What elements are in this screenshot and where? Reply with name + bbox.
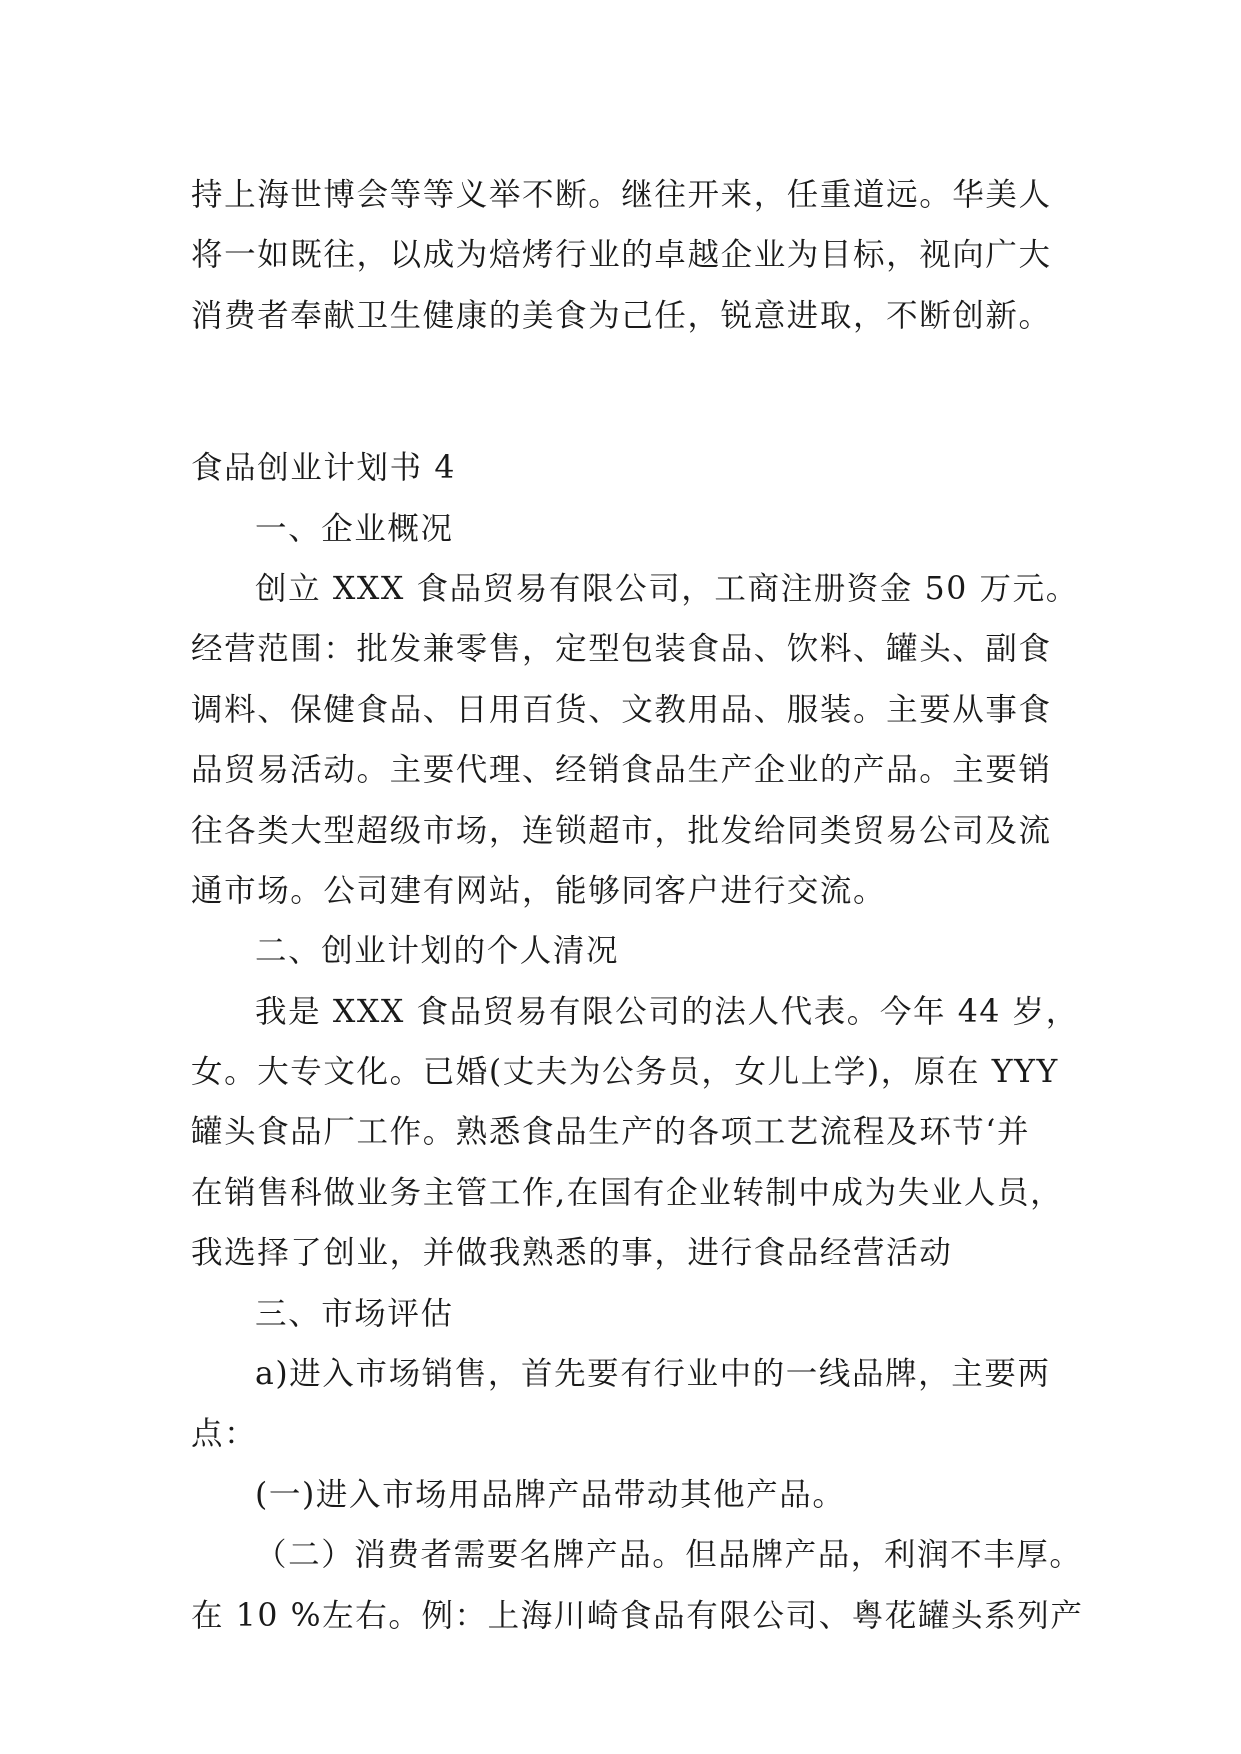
text-line: a)进入市场销售，首先要有行业中的一线品牌，主要两 (255, 1356, 1051, 1393)
text-line: 创立 XXX 食品贸易有限公司，工商注册资金 50 万元。 (255, 570, 1079, 607)
text-line: 二、创业计划的个人清况 (255, 933, 620, 970)
text-line: （二）消费者需要名牌产品。但品牌产品，利润不丰厚。 (255, 1537, 1083, 1574)
text-line: 往各类大型超级市场，连锁超市，批发给同类贸易公司及流 (191, 812, 1052, 849)
text-line: 罐头食品厂工作。熟悉食品生产的各项工艺流程及环节‘并 (191, 1114, 1031, 1151)
text-line: 女。大专文化。已婚(丈夫为公务员，女儿上学)，原在 YYY (191, 1054, 1059, 1091)
text-line: 品贸易活动。主要代理、经销食品生产企业的产品。主要销 (191, 752, 1052, 789)
document-body (191, 499, 1084, 1646)
section-title: 食品创业计划书 4 (191, 450, 456, 487)
text-line: 在销售科做业务主管工作,在国有企业转制中成为失业人员， (191, 1174, 1064, 1211)
text-line: 我是 XXX 食品贸易有限公司的法人代表。今年 44 岁， (255, 993, 1079, 1030)
text-line: (一)进入市场用品牌产品带动其他产品。 (255, 1476, 846, 1513)
text-line: 通市场。公司建有网站，能够同客户进行交流。 (191, 872, 887, 909)
text-line: 将一如既往，以成为焙烤行业的卓越企业为目标，视向广大 (191, 237, 1052, 274)
text-line: 调料、保健食品、日用百货、文教用品、服装。主要从事食 (191, 691, 1052, 728)
continued-paragraph (191, 165, 1081, 346)
text-line: 我选择了创业，并做我熟悉的事，进行食品经营活动 (191, 1235, 953, 1272)
text-line: 消费者奉献卫生健康的美食为己任，锐意进取，不断创新。 (191, 297, 1052, 334)
text-line: 持上海世博会等等义举不断。继往开来，任重道远。华美人 (191, 177, 1052, 213)
text-line: 经营范围：批发兼零售，定型包装食品、饮料、罐头、副食 (191, 631, 1052, 668)
text-line: 在 10 %左右。例：上海川崎食品有限公司、粤花罐头系列产 (191, 1597, 1084, 1634)
text-line: 点： (191, 1416, 258, 1453)
document-page (191, 165, 1084, 1646)
text-line: 一、企业概况 (255, 510, 454, 547)
text-line: 三、市场评估 (255, 1295, 454, 1332)
